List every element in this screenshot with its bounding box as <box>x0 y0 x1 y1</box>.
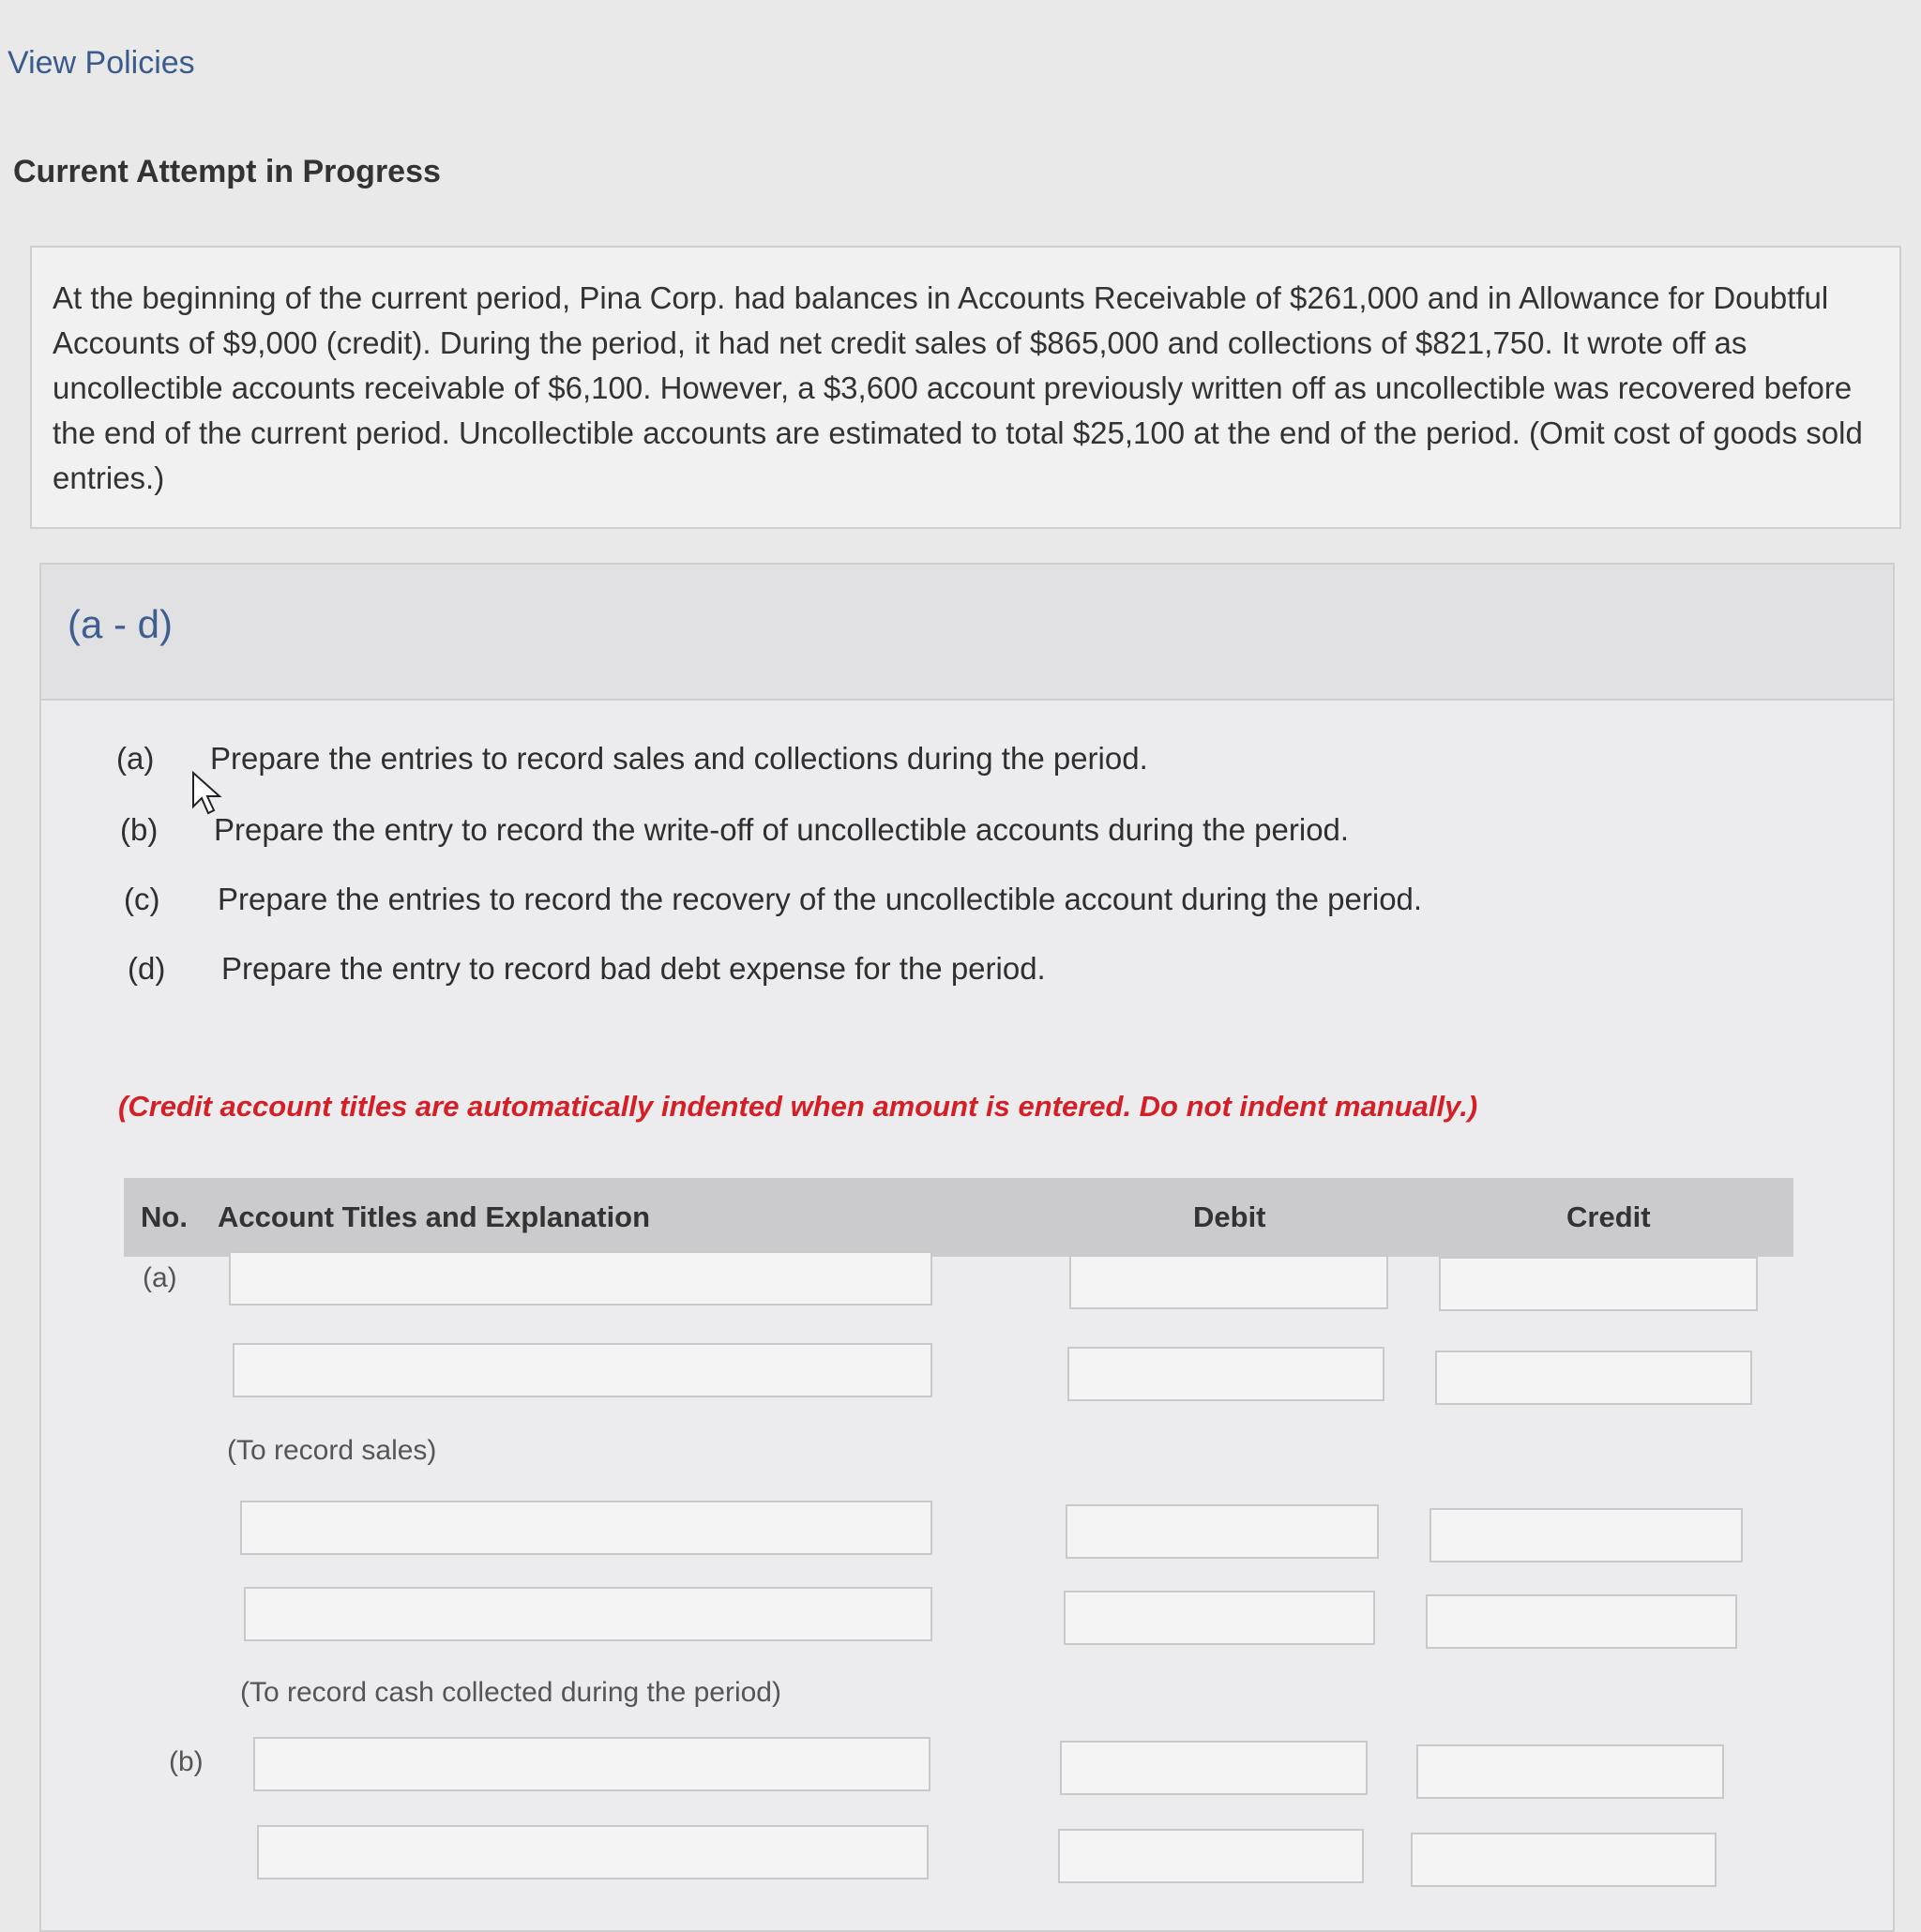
credit-input[interactable] <box>1426 1594 1737 1649</box>
debit-input[interactable] <box>1069 1255 1388 1309</box>
col-credit: Credit <box>1566 1200 1651 1233</box>
row-label-b: (b) <box>169 1746 204 1777</box>
indent-note: (Credit account titles are automatically indented when amount is entered. Do not indent manually.) <box>118 1090 1478 1123</box>
row-label-a: (a) <box>143 1262 177 1293</box>
col-account: Account Titles and Explanation <box>218 1200 651 1233</box>
debit-input[interactable] <box>1067 1347 1384 1401</box>
mouse-cursor-icon <box>191 771 229 818</box>
task-label: (d) <box>128 951 166 986</box>
journal-table-header <box>124 1178 1793 1257</box>
col-debit: Debit <box>1193 1200 1266 1233</box>
account-title-input[interactable] <box>244 1587 932 1641</box>
task-label: (c) <box>124 882 160 916</box>
credit-input[interactable] <box>1411 1833 1717 1887</box>
debit-input[interactable] <box>1058 1829 1364 1883</box>
debit-input[interactable] <box>1064 1591 1375 1645</box>
task-text: Prepare the entries to record the recovery of the uncollectible account during the period. <box>218 882 1423 916</box>
question-section <box>39 563 1895 1932</box>
credit-input[interactable] <box>1429 1508 1743 1562</box>
task-label: (b) <box>120 812 159 847</box>
memo-sales: (To record sales) <box>227 1435 437 1466</box>
account-title-input[interactable] <box>229 1251 932 1306</box>
attempt-status: Current Attempt in Progress <box>13 154 441 189</box>
task-text: Prepare the entries to record sales and collections during the period. <box>210 741 1148 776</box>
task-text: Prepare the entry to record bad debt expense for the period. <box>221 951 1046 986</box>
problem-box <box>30 246 1901 529</box>
account-title-input[interactable] <box>257 1825 929 1879</box>
col-no: No. <box>141 1200 188 1233</box>
task-text: Prepare the entry to record the write-off of uncollectible accounts during the period. <box>214 812 1350 847</box>
credit-input[interactable] <box>1439 1257 1758 1311</box>
account-title-input[interactable] <box>233 1343 932 1397</box>
debit-input[interactable] <box>1066 1504 1379 1559</box>
section-title: (a - d) <box>41 565 1893 701</box>
memo-collections: (To record cash collected during the period) <box>240 1677 781 1708</box>
debit-input[interactable] <box>1060 1741 1368 1795</box>
account-title-input[interactable] <box>253 1737 930 1791</box>
problem-text: At the beginning of the current period, Pina Corp. had balances in Accounts Receivable of $261,000 and in Allowance for Doubtful Accounts of $9,000 (credit). During the period, it had net credit sales of $865,000 and collections of $821,750. It wrote off as uncollectible accounts receivable of $6,100. However, a $3,600 account previously written off as uncollectible was recovered before the end of the current period. Uncollectible accounts are estimated to total $25,100 at the end of the period. (Omit cost of goods sold entries.) <box>53 280 1863 495</box>
credit-input[interactable] <box>1416 1744 1724 1799</box>
task-label: (a) <box>116 741 155 776</box>
credit-input[interactable] <box>1435 1351 1752 1405</box>
account-title-input[interactable] <box>240 1501 932 1555</box>
view-policies-link[interactable]: View Policies <box>8 45 195 81</box>
